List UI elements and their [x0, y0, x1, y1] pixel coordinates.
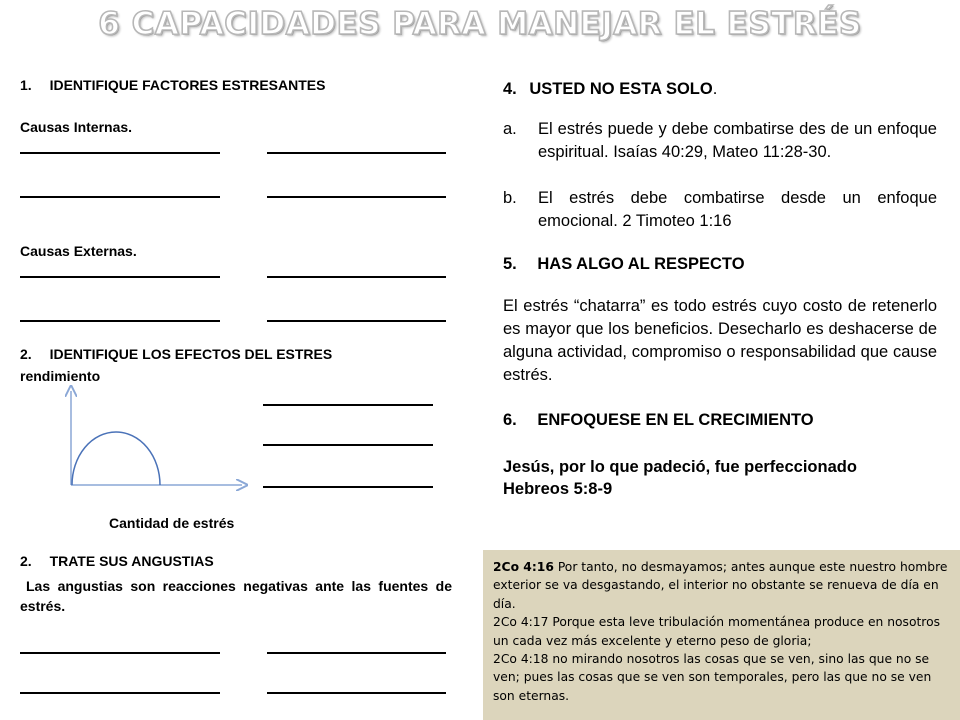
section-6-heading [503, 411, 814, 430]
verse-2-ref: 2Co 4:17 [493, 615, 549, 630]
section-4-heading [503, 80, 717, 99]
section-1-number: 1. [20, 77, 32, 93]
section-5-number: 5. [503, 255, 517, 273]
section-2-number: 2. [20, 346, 32, 362]
section-4-item-a [503, 118, 937, 164]
blank-line [263, 404, 433, 406]
section-4-title: USTED NO ESTA SOLO [529, 80, 713, 98]
verse-1-text: Por tanto, no desmayamos; antes aunque este nuestro hombre exterior se va desgastando, el interior no obstante se renueva de día en día. [493, 560, 948, 611]
external-causes-label: Causas Externas. [20, 243, 137, 259]
internal-causes-label: Causas Internas. [20, 119, 133, 135]
blank-line [267, 692, 446, 694]
section-5-heading [503, 255, 745, 274]
item-a-marker: a. [503, 120, 517, 138]
performance-curve [72, 432, 160, 485]
section-3-heading [20, 553, 214, 569]
item-b-marker: b. [503, 189, 517, 207]
blank-line [267, 152, 446, 154]
item-b-text: El estrés debe combatirse desde un enfoque emocional. 2 Timoteo 1:16 [538, 189, 937, 230]
section-4-period: . [712, 80, 718, 98]
blank-line [20, 692, 220, 694]
verse-2-text: Porque esta leve tribulación momentánea produce en nosotros un cada vez más excelente y eterno peso de gloria; [493, 615, 941, 648]
section-6-text-line-1: Jesús, por lo que padeció, fue perfeccionado [503, 458, 857, 476]
blank-line [267, 276, 446, 278]
scripture-box [483, 550, 960, 720]
section-2-title: IDENTIFIQUE LOS EFECTOS DEL ESTRES [49, 346, 333, 362]
section-3-title: TRATE SUS ANGUSTIAS [49, 553, 214, 569]
blank-line [267, 320, 446, 322]
graph-y-label: rendimiento [20, 368, 101, 384]
blank-line [267, 196, 446, 198]
blank-line [267, 652, 446, 654]
blank-line [20, 276, 220, 278]
section-6-title: ENFOQUESE EN EL CRECIMIENTO [537, 411, 814, 429]
blank-line [263, 486, 433, 488]
section-6-text [503, 456, 857, 500]
section-5-text: El estrés “chatarra” es todo estrés cuyo costo de retenerlo es mayor que los beneficios. Desecharlo es deshacerse de alguna actividad, compromiso o responsabilidad que cause estrés. [503, 297, 937, 384]
verse-1-ref: 2Co 4:16 [493, 560, 554, 574]
blank-line [20, 152, 220, 154]
blank-line [263, 444, 433, 446]
section-3-text: Las angustias son reacciones negativas ante las fuentes de estrés. [20, 578, 452, 614]
section-1-title: IDENTIFIQUE FACTORES ESTRESANTES [49, 77, 326, 93]
section-4-item-b [503, 187, 937, 233]
verse-2 [493, 613, 950, 650]
graph-x-label: Cantidad de estrés [109, 515, 235, 531]
stress-performance-graph [60, 385, 250, 495]
verse-1 [493, 558, 950, 613]
section-3-number: 2. [20, 553, 32, 569]
section-2-heading [20, 346, 332, 362]
section-5-title: HAS ALGO AL RESPECTO [537, 255, 745, 273]
blank-line [20, 652, 220, 654]
section-4-number: 4. [503, 80, 517, 98]
verse-3-ref: 2Co 4:18 [493, 652, 549, 667]
verse-3 [493, 650, 950, 705]
blank-line [20, 320, 220, 322]
item-a-text: El estrés puede y debe combatirse des de un enfoque espiritual. Isaías 40:29, Mateo 11:28-30. [538, 120, 937, 161]
blank-line [20, 196, 220, 198]
verse-3-text: no mirando nosotros las cosas que se ven, sino las que no se ven; pues las cosas que se ven son temporales, pero las que no se ven son eternas. [493, 652, 932, 703]
section-6-number: 6. [503, 411, 517, 429]
page-title: 6 CAPACIDADES PARA MANEJAR EL ESTRÉS [98, 6, 862, 42]
section-1-heading [20, 77, 325, 93]
section-6-text-line-2: Hebreos 5:8-9 [503, 480, 613, 498]
